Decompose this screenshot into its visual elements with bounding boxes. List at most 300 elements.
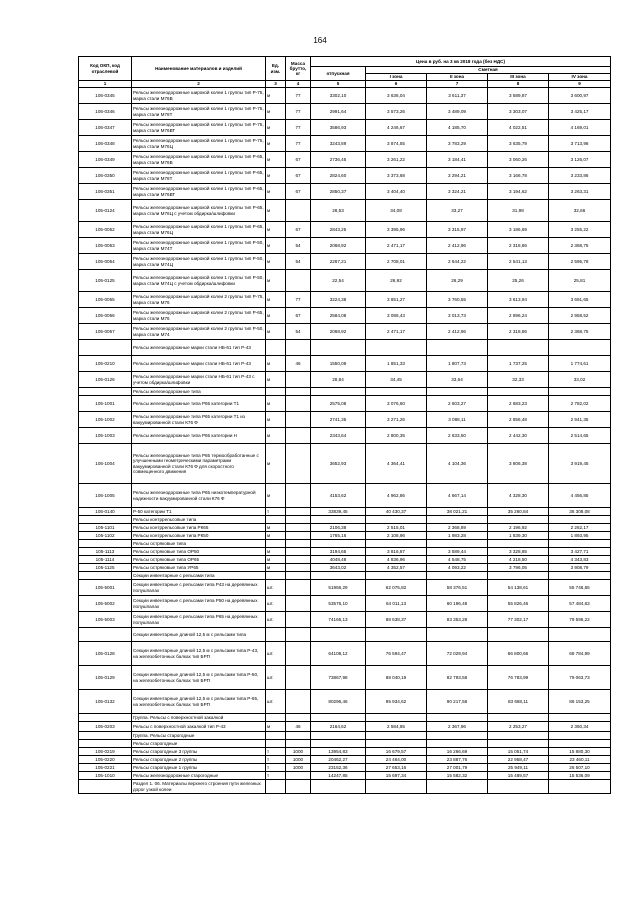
table-row <box>79 88 611 104</box>
zone-1-price-cell: 2 800,35 <box>366 428 427 444</box>
mass-cell <box>286 596 311 612</box>
mass-cell <box>286 372 311 388</box>
table-row <box>79 748 611 756</box>
zone-4-price-cell: 57 484,63 <box>549 596 611 612</box>
code-cell: 105-0219 <box>79 748 132 756</box>
section-code-cell <box>79 628 132 642</box>
zone-4-price-cell: 4 343,83 <box>549 556 611 564</box>
release-price-cell: 14247,85 <box>311 772 366 780</box>
table-row <box>79 508 611 516</box>
zone-1-price-cell: 3 636,04 <box>366 88 427 104</box>
mass-cell: 67 <box>286 152 311 168</box>
table-row <box>79 372 611 388</box>
zone-2-price-cell: 83 353,28 <box>427 612 488 628</box>
code-cell: 105-0140 <box>79 508 132 516</box>
zone-3-price-cell: 2 253,27 <box>488 722 549 732</box>
unit-cell: м <box>266 184 286 200</box>
zone-4-price-cell: 3 908,79 <box>549 564 611 572</box>
zone-2-price-cell: 2 633,50 <box>427 428 488 444</box>
unit-cell: шт. <box>266 580 286 596</box>
code-cell: 105-0053 <box>79 238 132 254</box>
zone-3-price-cell: 3 613,94 <box>488 292 549 308</box>
zone-2-price-cell: 2 412,96 <box>427 238 488 254</box>
name-cell: Рельсы железнодорожные широкой колеи 1 группы тип Р-50, марка стали М74Ц с учетом обдирка/шлифовки <box>132 270 266 292</box>
zone-2-price-cell: 2 367,96 <box>427 722 488 732</box>
code-cell: 105-0129 <box>79 666 132 690</box>
mass-cell <box>286 548 311 556</box>
empty-cell <box>286 714 311 722</box>
code-cell: 105-1101 <box>79 524 132 532</box>
section-row <box>79 780 611 794</box>
unit-cell: шт. <box>266 596 286 612</box>
mass-cell: 77 <box>286 136 311 152</box>
mass-cell <box>286 508 311 516</box>
name-cell: Рельсы железнодорожные широкой колеи 2 группы тип Р-50, марка стали М74 <box>132 324 266 340</box>
header-unit: Ед. изм. <box>266 57 286 81</box>
table-body <box>79 88 611 794</box>
empty-cell <box>427 388 488 396</box>
name-cell: Рельсы старогодные 3 группы <box>132 748 266 756</box>
zone-1-price-cell: 3 086,43 <box>366 308 427 324</box>
name-cell: Рельсы железнодорожные широкой колеи 1 группы тип Р-65, марка стали М76Ц с учетом обдирка/шлифовки <box>132 200 266 222</box>
empty-cell <box>366 714 427 722</box>
code-cell: 105-0124 <box>79 200 132 222</box>
name-cell: Рельсы железнодорожные типа Р65 категории Н <box>132 428 266 444</box>
zone-1-price-cell: 2 108,96 <box>366 532 427 540</box>
unit-cell: м <box>266 254 286 270</box>
table-row <box>79 200 611 222</box>
empty-cell <box>311 780 366 794</box>
unit-cell: м <box>266 324 286 340</box>
zone-4-price-cell: 2 368,75 <box>549 238 611 254</box>
zone-2-price-cell: 3 783,29 <box>427 136 488 152</box>
name-cell: Рельсы железнодорожные марки стали НБ-61 тип Р-43 <box>132 340 266 356</box>
release-price-cell: 3652,93 <box>311 444 366 484</box>
zone-1-price-cell: 2 471,17 <box>366 238 427 254</box>
mass-cell <box>286 556 311 564</box>
empty-cell <box>488 572 549 580</box>
section-row <box>79 516 611 524</box>
mass-cell: 67 <box>286 222 311 238</box>
code-cell: 105-1005 <box>79 484 132 508</box>
zone-3-price-cell: 3 635,79 <box>488 136 549 152</box>
zone-2-price-cell: 3 088,11 <box>427 412 488 428</box>
section-code-cell <box>79 714 132 722</box>
release-price-cell: 3643,02 <box>311 564 366 572</box>
unit-cell: т <box>266 748 286 756</box>
header-release: отпускная <box>311 67 366 81</box>
zone-2-price-cell: 90 217,58 <box>427 690 488 714</box>
zone-1-price-cell: 4 364,41 <box>366 444 427 484</box>
code-cell: 105-1113 <box>79 548 132 556</box>
unit-cell: м <box>266 292 286 308</box>
code-cell: 105-1001 <box>79 396 132 412</box>
zone-1-price-cell: 4 352,57 <box>366 564 427 572</box>
empty-cell <box>266 780 286 794</box>
zone-1-price-cell: 3 573,26 <box>366 104 427 120</box>
zone-3-price-cell: 3 186,69 <box>488 222 549 238</box>
header-zone: I зона <box>366 74 427 81</box>
header-name: Наименование материалов и изделий <box>132 57 266 81</box>
empty-cell <box>366 780 427 794</box>
zone-3-price-cell: 22 958,47 <box>488 756 549 764</box>
empty-cell <box>266 388 286 396</box>
zone-4-price-cell: 3 233,86 <box>549 168 611 184</box>
zone-4-price-cell: 36 308,08 <box>549 508 611 516</box>
zone-4-price-cell: 1 774,61 <box>549 356 611 372</box>
zone-1-price-cell: 76 594,47 <box>366 642 427 666</box>
zone-4-price-cell: 3 126,07 <box>549 152 611 168</box>
zone-2-price-cell: 60 196,48 <box>427 596 488 612</box>
section-row <box>79 540 611 548</box>
mass-cell: 54 <box>286 238 311 254</box>
section-row <box>79 628 611 642</box>
mass-cell <box>286 396 311 412</box>
zone-1-price-cell: 3 874,55 <box>366 136 427 152</box>
unit-cell <box>266 340 286 356</box>
mass-cell: 1000 <box>286 756 311 764</box>
column-number: 8 <box>488 81 549 88</box>
name-cell: Рельсы остряковые типа ОР65 <box>132 556 266 564</box>
empty-cell <box>488 540 549 548</box>
zone-1-price-cell: 3 076,60 <box>366 396 427 412</box>
name-cell: Рельсы остряковые типа ОР50 <box>132 548 266 556</box>
header-zone: IV зона <box>549 74 611 81</box>
release-price-cell: 2843,25 <box>311 222 366 238</box>
zone-1-price-cell: 4 836,96 <box>366 556 427 564</box>
unit-cell: шт. <box>266 642 286 666</box>
section-title: Секции инвентарные длиной 12,5 м с рельсами типа <box>132 628 266 642</box>
zone-3-price-cell: 77 302,17 <box>488 612 549 628</box>
unit-cell: м <box>266 136 286 152</box>
name-cell: Рельсы железнодорожные широкой колеи 1 группы тип Р-75, марка стали М76Т <box>132 104 266 120</box>
name-cell: Секции инвентарные длиной 12,5 м с рельсами типа Р-43, на железобетонных балках тип БРП <box>132 642 266 666</box>
header-zone: III зона <box>488 74 549 81</box>
zone-1-price-cell: 3 404,40 <box>366 184 427 200</box>
section-code-cell <box>79 516 132 524</box>
zone-3-price-cell: 3 194,62 <box>488 184 549 200</box>
zone-4-price-cell: 25,81 <box>549 270 611 292</box>
release-price-cell: 2068,92 <box>311 324 366 340</box>
zone-4-price-cell: 4 456,85 <box>549 484 611 508</box>
zone-1-price-cell: 34,45 <box>366 372 427 388</box>
code-cell: 105-1102 <box>79 532 132 540</box>
mass-cell <box>286 642 311 666</box>
empty-cell <box>427 516 488 524</box>
empty-cell <box>286 740 311 748</box>
zone-1-price-cell: 3 395,96 <box>366 222 427 238</box>
table-row <box>79 612 611 628</box>
zone-1-price-cell <box>366 340 427 356</box>
zone-3-price-cell: 15 051,74 <box>488 748 549 756</box>
name-cell: Рельсы железнодорожные широкой колеи 1 группы тип Р-75, марка стали М76Ц <box>132 136 266 152</box>
empty-cell <box>311 572 366 580</box>
release-price-cell: 28,53 <box>311 200 366 222</box>
empty-cell <box>427 714 488 722</box>
zone-1-price-cell: 3 373,68 <box>366 168 427 184</box>
zone-2-price-cell: 4 185,70 <box>427 120 488 136</box>
zone-4-price-cell: 79 063,73 <box>549 666 611 690</box>
section-code-cell <box>79 780 132 794</box>
zone-1-price-cell: 2 708,01 <box>366 254 427 270</box>
column-number: 6 <box>366 81 427 88</box>
mass-cell <box>286 580 311 596</box>
empty-cell <box>549 740 611 748</box>
unit-cell: м <box>266 722 286 732</box>
zone-4-price-cell: 15 536,09 <box>549 772 611 780</box>
zone-1-price-cell: 95 934,62 <box>366 690 427 714</box>
zone-4-price-cell: 3 255,22 <box>549 222 611 238</box>
zone-4-price-cell: 86 153,25 <box>549 690 611 714</box>
zone-2-price-cell: 4 104,36 <box>427 444 488 484</box>
section-title: Рельсы контррельсовые типа <box>132 516 266 524</box>
zone-3-price-cell: 54 138,61 <box>488 580 549 596</box>
zone-2-price-cell: 3 611,37 <box>427 88 488 104</box>
table-row <box>79 340 611 356</box>
zone-3-price-cell: 2 442,30 <box>488 428 549 444</box>
zone-3-price-cell: 1 839,30 <box>488 532 549 540</box>
section-title: Секции инвентарные с рельсами типа <box>132 572 266 580</box>
release-price-cell: 2068,92 <box>311 238 366 254</box>
zone-3-price-cell: 2 318,86 <box>488 238 549 254</box>
page-number: 164 <box>313 36 327 45</box>
empty-cell <box>311 516 366 524</box>
zone-1-price-cell: 64 011,13 <box>366 596 427 612</box>
release-price-cell: 23152,36 <box>311 764 366 772</box>
zone-3-price-cell: 31,98 <box>488 200 549 222</box>
header-mass: Масса брутто, кг <box>286 57 311 81</box>
zone-3-price-cell: 3 060,26 <box>488 152 549 168</box>
mass-cell <box>286 340 311 356</box>
zone-3-price-cell: 4 328,30 <box>488 484 549 508</box>
unit-cell: шт. <box>266 690 286 714</box>
empty-cell <box>427 740 488 748</box>
column-number: 3 <box>266 81 286 88</box>
name-cell: Рельсы остряковые типа УР65 <box>132 564 266 572</box>
zone-4-price-cell: 2 941,35 <box>549 412 611 428</box>
zone-2-price-cell: 4 093,22 <box>427 564 488 572</box>
name-cell: Рельсы контррельсовые типа РК50 <box>132 532 266 540</box>
release-price-cell: 2741,35 <box>311 412 366 428</box>
mass-cell <box>286 564 311 572</box>
zone-1-price-cell: 3 816,87 <box>366 548 427 556</box>
table-row <box>79 484 611 508</box>
table-row <box>79 690 611 714</box>
zone-3-price-cell: 3 166,78 <box>488 168 549 184</box>
release-price-cell: 1550,09 <box>311 356 366 372</box>
header-estimate: Сметная <box>366 67 611 74</box>
zone-2-price-cell: 2 644,22 <box>427 254 488 270</box>
mass-cell: 67 <box>286 168 311 184</box>
empty-cell <box>311 714 366 722</box>
release-price-cell: 74166,13 <box>311 612 366 628</box>
unit-cell: м <box>266 444 286 484</box>
empty-cell <box>549 732 611 740</box>
zone-3-price-cell: 15 489,57 <box>488 772 549 780</box>
empty-cell <box>311 388 366 396</box>
unit-cell: м <box>266 524 286 532</box>
release-price-cell: 2850,37 <box>311 184 366 200</box>
zone-1-price-cell: 88 638,37 <box>366 612 427 628</box>
table-row <box>79 532 611 540</box>
zone-4-price-cell: 3 263,31 <box>549 184 611 200</box>
empty-cell <box>286 780 311 794</box>
zone-2-price-cell: 2 368,89 <box>427 524 488 532</box>
empty-cell <box>488 628 549 642</box>
empty-cell <box>266 540 286 548</box>
empty-cell <box>549 780 611 794</box>
empty-cell <box>366 572 427 580</box>
table-row <box>79 104 611 120</box>
zone-4-price-cell: 3 919,45 <box>549 444 611 484</box>
name-cell: Рельсы контррельсовые типа РК65 <box>132 524 266 532</box>
table-row <box>79 270 611 292</box>
mass-cell: 77 <box>286 104 311 120</box>
empty-cell <box>311 628 366 642</box>
release-price-cell <box>311 340 366 356</box>
column-number: 1 <box>79 81 132 88</box>
table-row <box>79 756 611 764</box>
name-cell: Секции инвентарные с рельсами типа Р65 на деревянных полушпалах <box>132 612 266 628</box>
release-price-cell: 2164,62 <box>311 722 366 732</box>
empty-cell <box>366 540 427 548</box>
release-price-cell: 3194,65 <box>311 548 366 556</box>
zone-4-price-cell: 15 880,30 <box>549 748 611 756</box>
release-price-cell: 22,54 <box>311 270 366 292</box>
name-cell: Рельсы железнодорожные широкой колеи 2 группы тип Р-75, марка стали М76 <box>132 292 266 308</box>
zone-3-price-cell: 25,26 <box>488 270 549 292</box>
zone-3-price-cell: 3 328,85 <box>488 548 549 556</box>
code-cell: 105-0057 <box>79 324 132 340</box>
code-cell: 105-0348 <box>79 136 132 152</box>
unit-cell: т <box>266 772 286 780</box>
mass-cell: 1000 <box>286 748 311 756</box>
zone-1-price-cell: 27 653,16 <box>366 764 427 772</box>
zone-2-price-cell: 3 489,09 <box>427 104 488 120</box>
release-price-cell: 3302,10 <box>311 88 366 104</box>
table-row <box>79 136 611 152</box>
code-cell: 105-0346 <box>79 104 132 120</box>
zone-3-price-cell: 76 783,99 <box>488 666 549 690</box>
name-cell: Рельсы железнодорожные широкой колеи 2 группы тип Р-65, марка стали М76 <box>132 308 266 324</box>
zone-2-price-cell: 4 667,14 <box>427 484 488 508</box>
table-row <box>79 308 611 324</box>
mass-cell: 67 <box>286 308 311 324</box>
mass-cell: 54 <box>286 324 311 340</box>
unit-cell: м <box>266 104 286 120</box>
zone-2-price-cell: 3 324,21 <box>427 184 488 200</box>
unit-cell: т <box>266 756 286 764</box>
empty-cell <box>488 516 549 524</box>
name-cell: Рельсы железнодорожные марки стали НБ-61 тип Р-43 с учетом обдирка/шлифовки <box>132 372 266 388</box>
table-row <box>79 564 611 572</box>
zone-4-price-cell: 2 595,78 <box>549 254 611 270</box>
name-cell: Рельсы железнодорожные широкой колеи 1 группы тип Р-65, марка стали М76В <box>132 152 266 168</box>
code-cell: 105-5002 <box>79 596 132 612</box>
empty-cell <box>549 572 611 580</box>
release-price-cell: 1765,16 <box>311 532 366 540</box>
zone-3-price-cell: 4 218,50 <box>488 556 549 564</box>
zone-3-price-cell: 2 318,86 <box>488 324 549 340</box>
zone-4-price-cell: 33,02 <box>549 372 611 388</box>
zone-3-price-cell: 35 260,84 <box>488 508 549 516</box>
section-row <box>79 572 611 580</box>
zone-4-price-cell: 3 713,98 <box>549 136 611 152</box>
mass-cell <box>286 772 311 780</box>
unit-cell: м <box>266 270 286 292</box>
name-cell: Рельсы железнодорожные широкой колеи 1 группы тип Р-65, марка стали М76Т <box>132 168 266 184</box>
zone-2-price-cell: 1 807,73 <box>427 356 488 372</box>
zone-3-price-cell: 32,33 <box>488 372 549 388</box>
release-price-cell: 2106,38 <box>311 524 366 532</box>
zone-4-price-cell: 26 507,10 <box>549 764 611 772</box>
zone-2-price-cell: 3 760,55 <box>427 292 488 308</box>
zone-3-price-cell: 2 196,92 <box>488 524 549 532</box>
release-price-cell: 2267,21 <box>311 254 366 270</box>
mass-cell <box>286 270 311 292</box>
name-cell: Рельсы железнодорожные марки стали НБ-61 тип Р-43 <box>132 356 266 372</box>
unit-cell: м <box>266 308 286 324</box>
code-cell: 105-0351 <box>79 184 132 200</box>
code-cell: 105-0055 <box>79 292 132 308</box>
zone-2-price-cell <box>427 340 488 356</box>
zone-2-price-cell: 15 582,32 <box>427 772 488 780</box>
zone-3-price-cell: 2 896,24 <box>488 308 549 324</box>
zone-2-price-cell: 3 294,21 <box>427 168 488 184</box>
zone-3-price-cell: 1 737,25 <box>488 356 549 372</box>
mass-cell: 77 <box>286 120 311 136</box>
zone-4-price-cell: 4 169,01 <box>549 120 611 136</box>
empty-cell <box>366 628 427 642</box>
section-title: Рельсы старогодные <box>132 740 266 748</box>
header-price-title: Цена в руб. на 3 кв 2018 года (без НДС) <box>311 57 611 67</box>
empty-cell <box>266 714 286 722</box>
zone-1-price-cell: 4 246,67 <box>366 120 427 136</box>
code-cell: 105-0210 <box>79 356 132 372</box>
empty-cell <box>286 516 311 524</box>
unit-cell: шт. <box>266 612 286 628</box>
empty-cell <box>366 732 427 740</box>
header-zone: II зона <box>427 74 488 81</box>
empty-cell <box>286 540 311 548</box>
zone-1-price-cell: 3 261,22 <box>366 152 427 168</box>
table-row <box>79 120 611 136</box>
unit-cell: м <box>266 564 286 572</box>
name-cell: Секции инвентарные с рельсами типа Р50 на деревянных полушпалах <box>132 596 266 612</box>
name-cell: Рельсы железнодорожные старогодные <box>132 772 266 780</box>
table-row <box>79 356 611 372</box>
code-cell: 105-5003 <box>79 612 132 628</box>
zone-4-price-cell: 3 425,17 <box>549 104 611 120</box>
table-row <box>79 324 611 340</box>
zone-4-price-cell: 2 782,02 <box>549 396 611 412</box>
release-price-cell: 28,84 <box>311 372 366 388</box>
mass-cell <box>286 484 311 508</box>
table-row <box>79 184 611 200</box>
table-row <box>79 548 611 556</box>
name-cell: Рельсы железнодорожные широкой колеи 1 группы тип Р-50, марка стали М74Т <box>132 238 266 254</box>
zone-3-price-cell: 4 022,51 <box>488 120 549 136</box>
code-cell: 105-0203 <box>79 722 132 732</box>
unit-cell: т <box>266 508 286 516</box>
mass-cell <box>286 532 311 540</box>
unit-cell: м <box>266 532 286 540</box>
zone-2-price-cell: 82 793,58 <box>427 666 488 690</box>
table-row <box>79 152 611 168</box>
release-price-cell: 3243,89 <box>311 136 366 152</box>
section-code-cell <box>79 572 132 580</box>
code-cell: 105-0347 <box>79 120 132 136</box>
